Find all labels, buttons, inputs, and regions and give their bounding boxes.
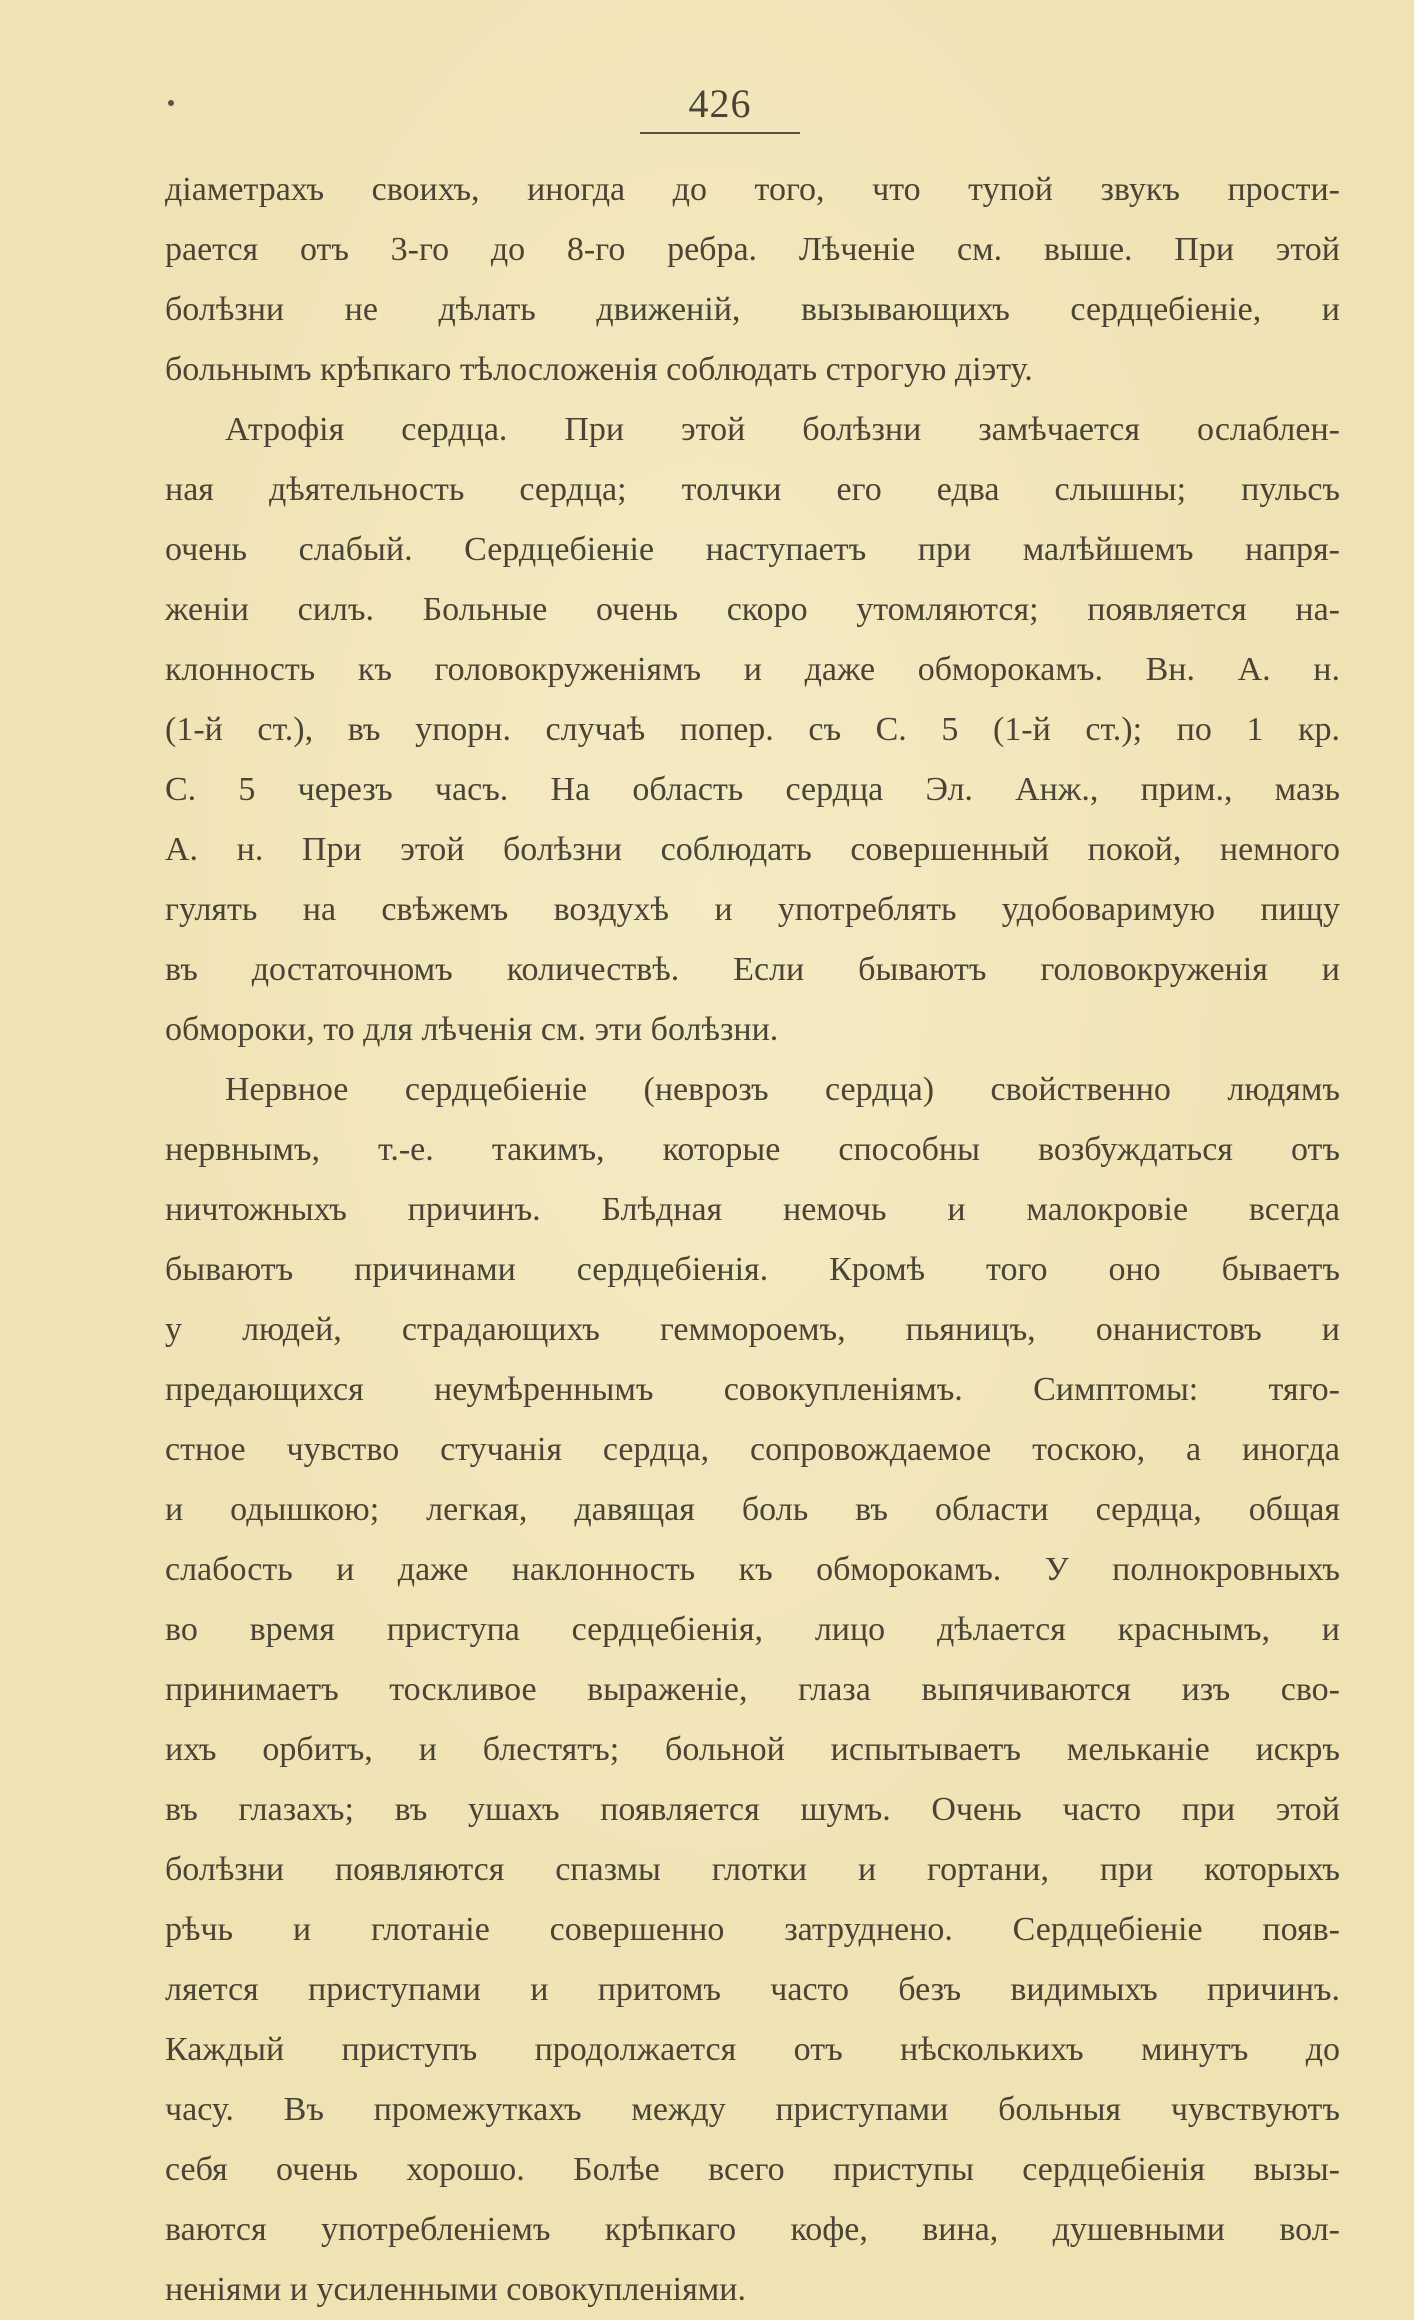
text-line: во время приступа сердцебіенія, лицо дѣлается краснымъ, и	[165, 1611, 1340, 1648]
text-line: ваются употребленіемъ крѣпкаго кофе, вина, душевными вол-	[165, 2211, 1340, 2248]
text-line: нервнымъ, т.-е. такимъ, которые способны возбуждаться отъ	[165, 1131, 1340, 1168]
text-line: болѣзни появляются спазмы глотки и гортани, при которыхъ	[165, 1851, 1340, 1888]
text-line: діаметрахъ своихъ, иногда до того, что тупой звукъ прости-	[165, 171, 1340, 208]
text-line: А. н. При этой болѣзни соблюдать совершенный покой, немного	[165, 831, 1340, 868]
text-line: въ глазахъ; въ ушахъ появляется шумъ. Очень часто при этой	[165, 1791, 1340, 1828]
text-line: бываютъ причинами сердцебіенія. Кромѣ того оно бываетъ	[165, 1251, 1340, 1288]
text-line: часу. Въ промежуткахъ между приступами больныя чувствуютъ	[165, 2091, 1340, 2128]
text-line: себя очень хорошо. Болѣе всего приступы сердцебіенія вызы-	[165, 2151, 1340, 2188]
text-line: Каждый приступъ продолжается отъ нѣсколькихъ минутъ до	[165, 2031, 1340, 2068]
text-line: стное чувство стучанія сердца, сопровождаемое тоскою, а иногда	[165, 1431, 1340, 1468]
text-line: (1-й ст.), въ упорн. случаѣ попер. съ С. 5 (1-й ст.); по 1 кр.	[165, 711, 1340, 748]
text-line: очень слабый. Сердцебіеніе наступаетъ при малѣйшемъ напря-	[165, 531, 1340, 568]
text-line: женіи силъ. Больные очень скоро утомляются; появляется на-	[165, 591, 1340, 628]
text-line: С. 5 черезъ часъ. На область сердца Эл. Анж., прим., мазь	[165, 771, 1340, 808]
text-line: принимаетъ тоскливое выраженіе, глаза выпячиваются изъ сво-	[165, 1671, 1340, 1708]
text-line: неніями и усиленными совокупленіями.	[165, 2271, 746, 2308]
text-line: предающихся неумѣреннымъ совокупленіямъ. Симптомы: тяго-	[165, 1371, 1340, 1408]
text-line-section-start: Атрофія сердца. При этой болѣзни замѣчается ослаблен-	[225, 411, 1340, 448]
header-rule	[640, 132, 800, 134]
text-line: рѣчь и глотаніе совершенно затруднено. Сердцебіеніе появ-	[165, 1911, 1340, 1948]
body-text	[165, 160, 1340, 2320]
text-line-section-start: Нервное сердцебіеніе (неврозъ сердца) свойственно людямъ	[225, 1071, 1340, 1108]
text-line: и одышкою; легкая, давящая боль въ области сердца, общая	[165, 1491, 1340, 1528]
text-line: въ достаточномъ количествѣ. Если бываютъ головокруженія и	[165, 951, 1340, 988]
text-line: гулять на свѣжемъ воздухѣ и употреблять удобоваримую пищу	[165, 891, 1340, 928]
text-line: больнымъ крѣпкаго тѣлосложенія соблюдать строгую діэту.	[165, 351, 1033, 388]
text-line: болѣзни не дѣлать движеній, вызывающихъ сердцебіеніе, и	[165, 291, 1340, 328]
page-number: 426	[688, 81, 752, 126]
text-line: слабость и даже наклонность къ обморокамъ. У полнокровныхъ	[165, 1551, 1340, 1588]
text-line: ляется приступами и притомъ часто безъ видимыхъ причинъ.	[165, 1971, 1340, 2008]
text-line: ничтожныхъ причинъ. Блѣдная немочь и малокровіе всегда	[165, 1191, 1340, 1228]
text-line: клонность къ головокруженіямъ и даже обморокамъ. Вн. А. н.	[165, 651, 1340, 688]
text-line: рается отъ 3-го до 8-го ребра. Лѣченіе см. выше. При этой	[165, 231, 1340, 268]
header-dot	[168, 100, 174, 106]
text-line: обмороки, то для лѣченія см. эти болѣзни.	[165, 1011, 779, 1048]
text-line: у людей, страдающихъ геммороемъ, пьяницъ, онанистовъ и	[165, 1311, 1340, 1348]
text-line: ихъ орбитъ, и блестятъ; больной испытываетъ мельканіе искръ	[165, 1731, 1340, 1768]
text-line: ная дѣятельность сердца; толчки его едва слышны; пульсъ	[165, 471, 1340, 508]
